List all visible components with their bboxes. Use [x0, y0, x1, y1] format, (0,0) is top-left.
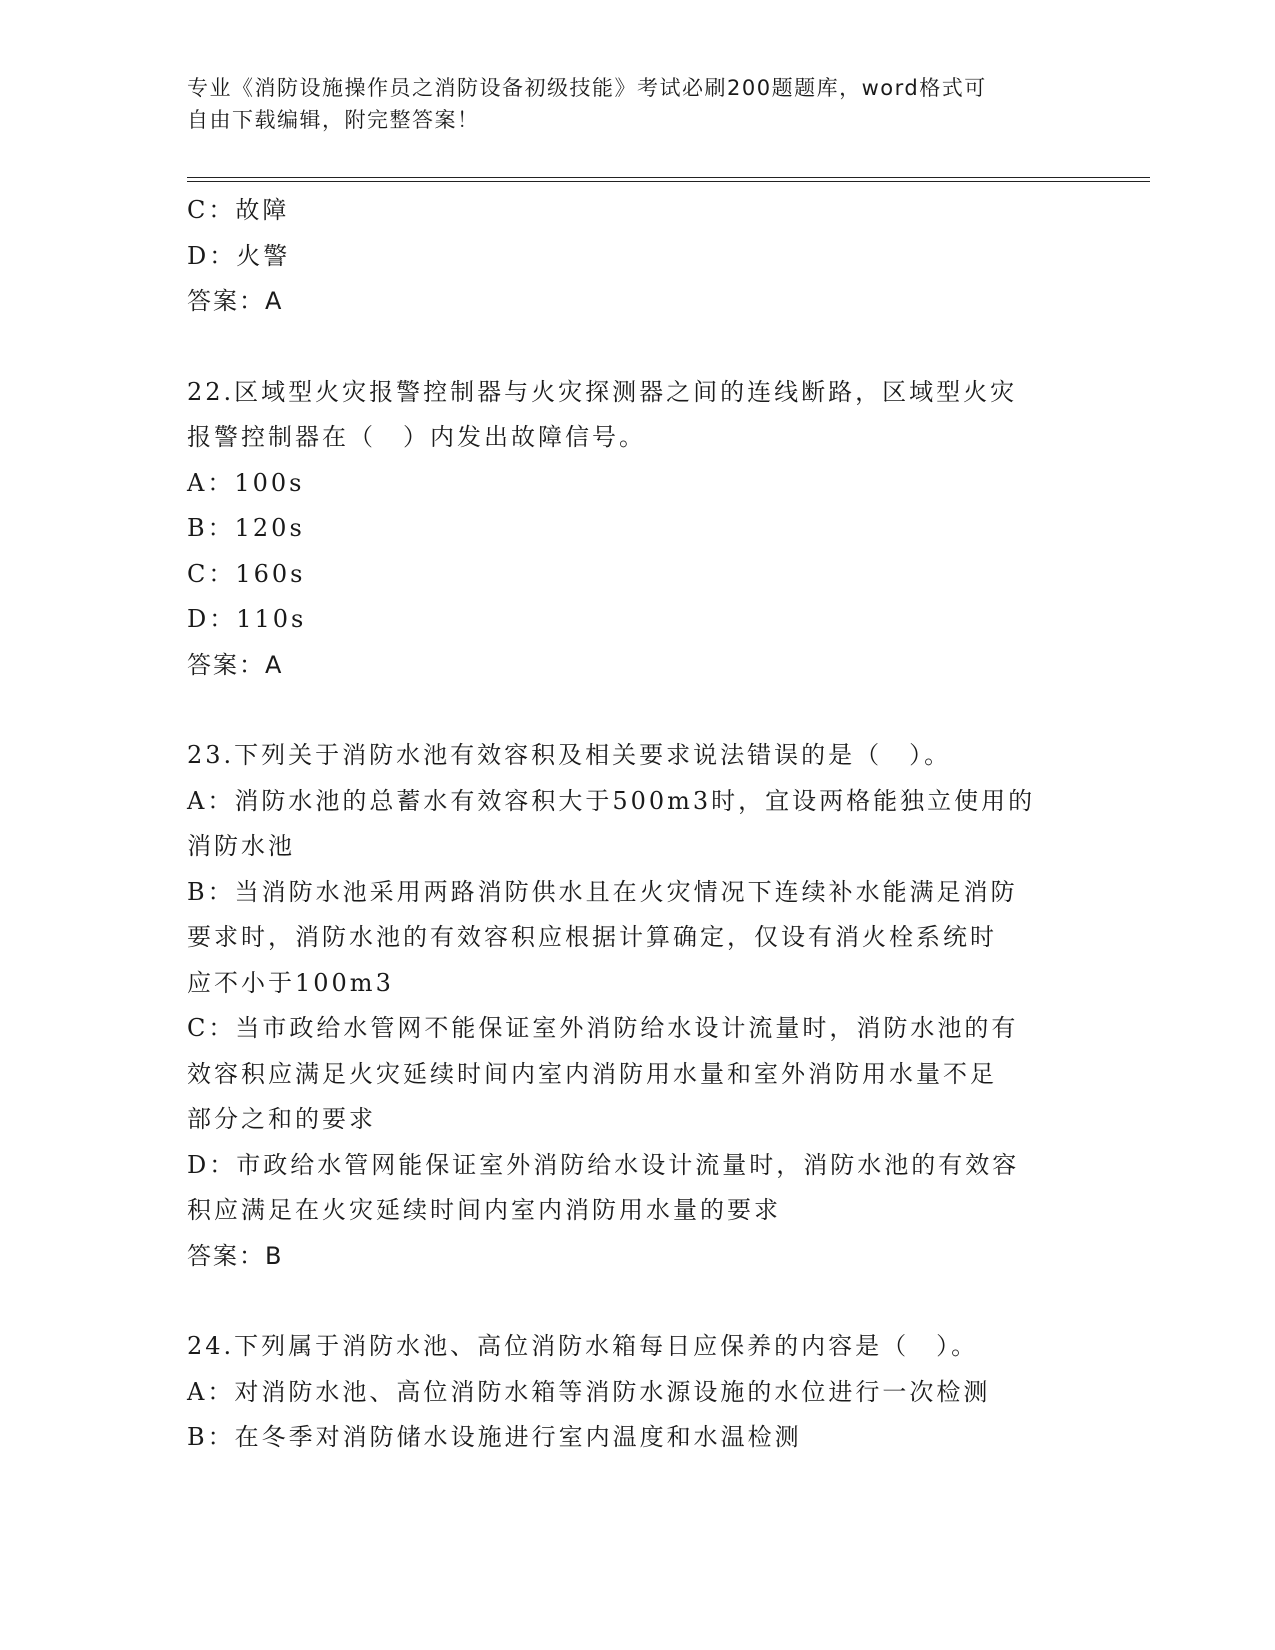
option-b: B：120s — [187, 514, 305, 542]
option-a: A：100s — [187, 468, 305, 497]
answer-line: 答案：A — [187, 287, 284, 315]
option-c-cont: 部分之和的要求 — [187, 1105, 376, 1133]
answer-line: 答案：B — [187, 1241, 284, 1270]
question-22 — [187, 370, 1087, 689]
document-body — [187, 188, 1087, 1461]
spacer — [187, 325, 1087, 370]
option-d-cont: 积应满足在火灾延续时间内室内消防用水量的要求 — [187, 1196, 781, 1224]
option-b-cont: 要求时，消防水池的有效容积应根据计算确定，仅设有消火栓系统时 — [187, 923, 997, 951]
option-d: D：火警 — [187, 241, 291, 270]
question-23 — [187, 733, 1087, 1279]
header-rule-top — [187, 177, 1150, 178]
option-a-cont: 消防水池 — [187, 832, 295, 860]
header-rule-bottom — [187, 181, 1150, 182]
question-stem: 22.区域型火灾报警控制器与火灾探测器之间的连线断路，区域型火灾 — [187, 377, 1018, 406]
header-line-2: 自由下载编辑，附完整答案！ — [187, 108, 480, 132]
option-a: A：消防水池的总蓄水有效容积大于500m3时，宜设两格能独立使用的 — [187, 786, 1036, 815]
question-stem: 报警控制器在（ ）内发出故障信号。 — [187, 423, 646, 451]
option-b: B：当消防水池采用两路消防供水且在火灾情况下连续补水能满足消防 — [187, 877, 1018, 906]
option-d: D：市政给水管网能保证室外消防给水设计流量时，消防水池的有效容 — [187, 1150, 1020, 1179]
option-a: A：对消防水池、高位消防水箱等消防水源设施的水位进行一次检测 — [187, 1377, 991, 1406]
option-c: C：故障 — [187, 196, 290, 224]
answer-line: 答案：A — [187, 650, 284, 679]
option-d: D：110s — [187, 605, 307, 633]
option-c-cont: 效容积应满足火灾延续时间内室内消防用水量和室外消防用水量不足 — [187, 1059, 997, 1088]
option-b-cont: 应不小于100m3 — [187, 968, 394, 997]
option-c: C：当市政给水管网不能保证室外消防给水设计流量时，消防水池的有 — [187, 1014, 1019, 1042]
spacer — [187, 1279, 1087, 1324]
option-b: B：在冬季对消防储水设施进行室内温度和水温检测 — [187, 1423, 802, 1451]
question-stem: 24.下列属于消防水池、高位消防水箱每日应保养的内容是（ ）。 — [187, 1332, 979, 1360]
page-header — [187, 72, 1067, 136]
header-line-1: 专业《消防设施操作员之消防设备初级技能》考试必刷200题题库，word格式可 — [187, 76, 987, 100]
option-c: C：160s — [187, 559, 306, 588]
spacer — [187, 688, 1087, 733]
question-stem: 23.下列关于消防水池有效容积及相关要求说法错误的是（ ）。 — [187, 741, 952, 769]
question-21-tail — [187, 188, 1087, 325]
question-24 — [187, 1324, 1087, 1461]
